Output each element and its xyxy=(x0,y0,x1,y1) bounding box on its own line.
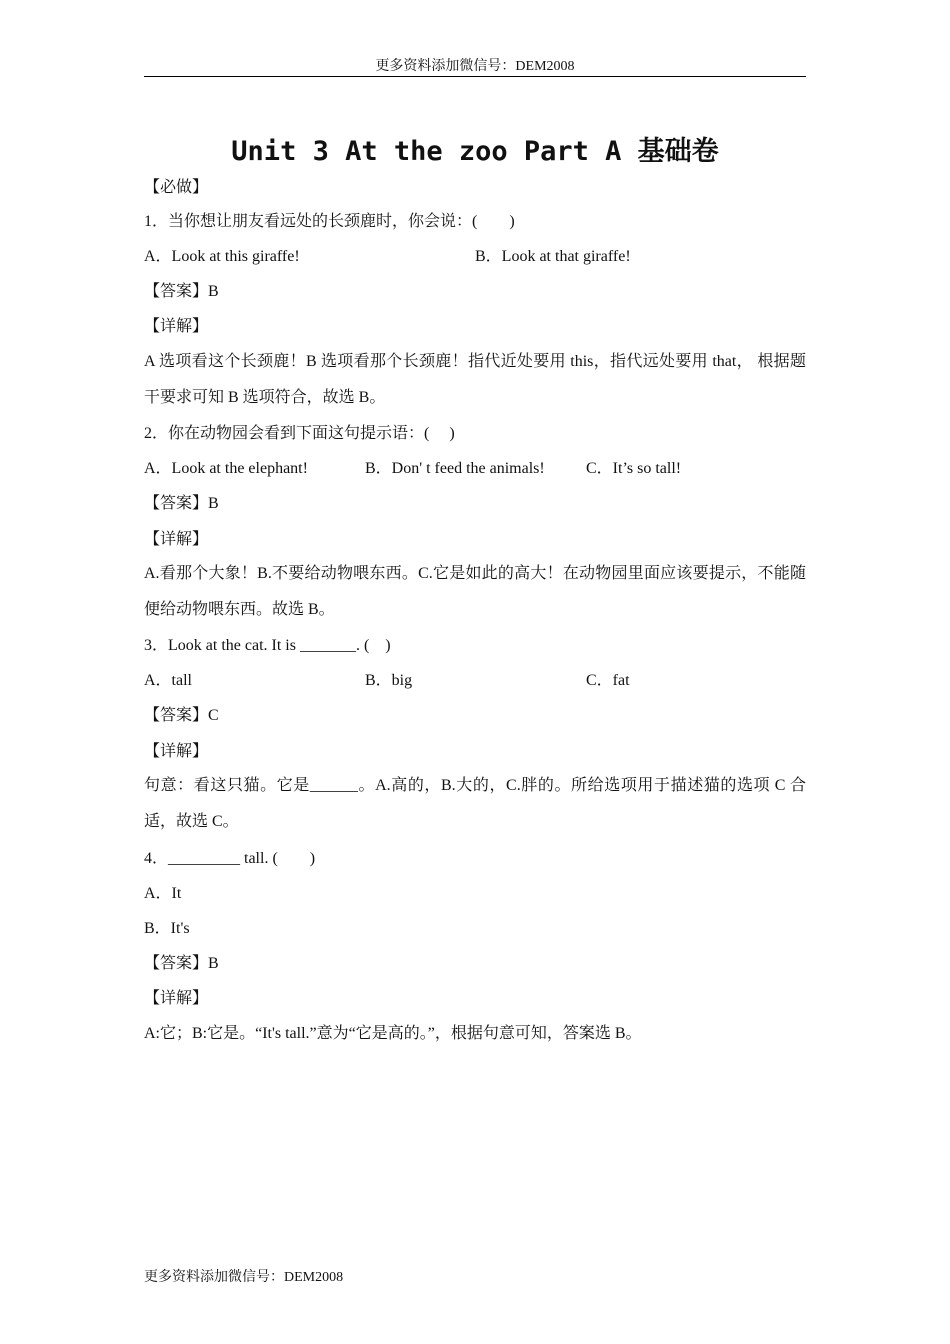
question-1-option-b: B．Look at that giraffe! xyxy=(475,248,631,265)
question-2-option-c: C．It’s so tall! xyxy=(586,460,682,477)
question-3-answer: 【答案】C xyxy=(144,707,219,724)
question-4-option-a: A．It xyxy=(144,885,182,902)
question-3-stem: 3．Look at the cat. It is _______. ( ) xyxy=(144,637,391,654)
question-4-stem: 4．_________ tall. ( ) xyxy=(144,850,316,867)
header-rule xyxy=(144,76,806,77)
question-2-stem: 2．你在动物园会看到下面这句提示语：( ) xyxy=(144,425,455,442)
question-1-answer: 【答案】B xyxy=(144,283,219,300)
question-3-option-b: B．big xyxy=(365,672,413,689)
question-4-option-b: B．It's xyxy=(144,920,190,937)
question-2-explanation: A.看那个大象！B.不要给动物喂东西。C.它是如此的高大！在动物园里面应该要提示，不能随便给动物喂东西。故选 B。 xyxy=(144,565,806,618)
question-4-answer: 【答案】B xyxy=(144,955,219,972)
question-2-answer: 【答案】B xyxy=(144,495,219,512)
question-3-explanation: 句意：看这只猫。它是______。A.高的，B.大的，C.胖的。所给选项用于描述猫的选项 C 合适，故选 C。 xyxy=(144,777,806,830)
question-2-option-a: A．Look at the elephant! xyxy=(144,460,308,477)
question-1-explain-label: 【详解】 xyxy=(144,318,209,335)
question-1-option-a: A．Look at this giraffe! xyxy=(144,248,300,265)
question-4-explain-label: 【详解】 xyxy=(144,990,209,1007)
page-header: 更多资料添加微信号：DEM2008 xyxy=(375,59,575,74)
section-label: 【必做】 xyxy=(144,179,209,196)
question-1-stem: 1．当你想让朋友看远处的长颈鹿时，你会说：( ) xyxy=(144,213,515,230)
question-1-explanation: A 选项看这个长颈鹿！B 选项看那个长颈鹿！指代近处要用 this，指代远处要用 that， 根据题干要求可知 B 选项符合，故选 B。 xyxy=(144,353,806,406)
question-3-option-a: A．tall xyxy=(144,672,192,689)
page-title: Unit 3 At the zoo Part A 基础卷 xyxy=(231,136,719,167)
question-2-explain-label: 【详解】 xyxy=(144,531,209,548)
question-3-option-c: C．fat xyxy=(586,672,630,689)
page-footer: 更多资料添加微信号：DEM2008 xyxy=(144,1270,344,1285)
question-2-option-b: B．Don' t feed the animals! xyxy=(365,460,545,477)
question-3-explain-label: 【详解】 xyxy=(144,743,209,760)
question-4-explanation: A:它；B:它是。“It's tall.”意为“它是高的。”，根据句意可知，答案选 B。 xyxy=(144,1025,642,1042)
